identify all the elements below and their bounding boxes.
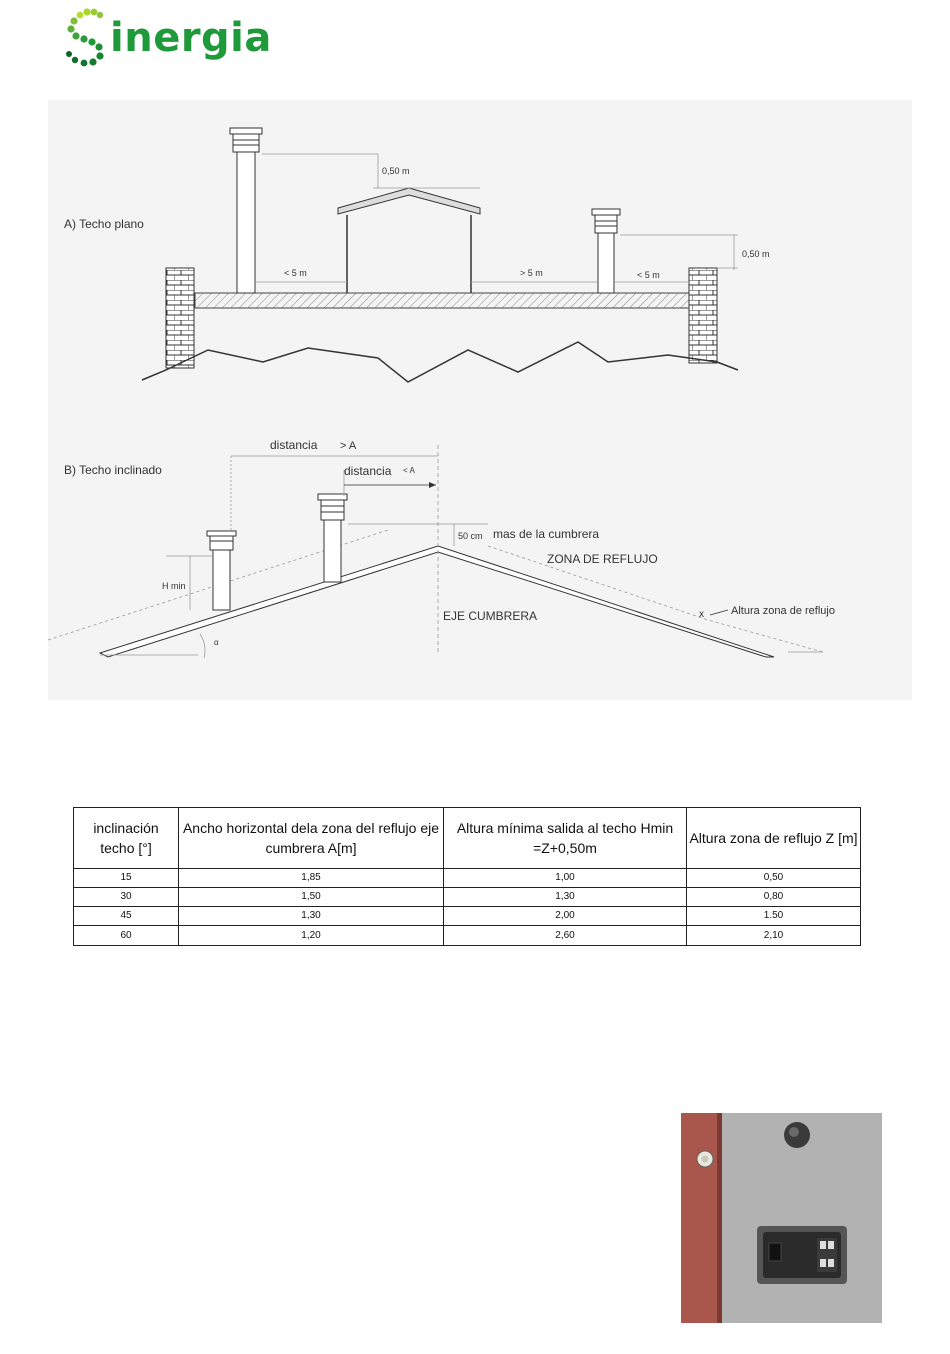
cell: 1,30 bbox=[179, 907, 444, 926]
cell: 1.50 bbox=[687, 907, 861, 926]
chimney-diagram bbox=[48, 100, 912, 700]
cell: 0,80 bbox=[687, 888, 861, 907]
header-inclinacion: inclinación techo [°] bbox=[74, 808, 179, 869]
cell: 60 bbox=[74, 926, 179, 946]
cell: 1,30 bbox=[444, 888, 687, 907]
label-50cm: 50 cm bbox=[458, 531, 483, 541]
label-mas-cumbrera: mas de la cumbrera bbox=[493, 527, 600, 541]
label-lt-a: < A bbox=[403, 466, 415, 475]
dim-050-right: 0,50 m bbox=[742, 249, 770, 259]
label-altura-zona: Altura zona de reflujo bbox=[731, 605, 835, 617]
dim-gt5: > 5 m bbox=[520, 268, 543, 278]
cell: 1,00 bbox=[444, 869, 687, 888]
label-techo-plano: A) Techo plano bbox=[64, 217, 144, 231]
label-techo-inclinado: B) Techo inclinado bbox=[64, 463, 162, 477]
cell: 0,50 bbox=[687, 869, 861, 888]
table-row bbox=[74, 907, 861, 926]
reflux-table bbox=[73, 807, 860, 946]
cell: 2,60 bbox=[444, 926, 687, 946]
label-gt-a: > A bbox=[340, 440, 357, 452]
cell: 30 bbox=[74, 888, 179, 907]
label-eje-cumbrera: EJE CUMBRERA bbox=[443, 609, 538, 623]
sinergia-logo bbox=[62, 6, 282, 72]
dim-050-top: 0,50 m bbox=[382, 166, 410, 176]
header-altura-minima: Altura mínima salida al techo Hmin =Z+0,50m bbox=[444, 808, 687, 869]
dim-lt5-left: < 5 m bbox=[284, 268, 307, 278]
table-header-row bbox=[74, 808, 861, 869]
brand-name: inergia bbox=[110, 15, 272, 61]
label-h-min: H min bbox=[162, 581, 186, 591]
cell: 1,50 bbox=[179, 888, 444, 907]
dim-lt5-right: < 5 m bbox=[637, 270, 660, 280]
cell: 1,85 bbox=[179, 869, 444, 888]
label-x-mark: x bbox=[699, 609, 704, 620]
table-row bbox=[74, 869, 861, 888]
label-zona-reflujo: ZONA DE REFLUJO bbox=[547, 552, 658, 566]
cell: 15 bbox=[74, 869, 179, 888]
control-panel-photo bbox=[681, 1113, 882, 1323]
cell: 1,20 bbox=[179, 926, 444, 946]
cell: 45 bbox=[74, 907, 179, 926]
right-parapet bbox=[689, 268, 717, 363]
header-altura-zona: Altura zona de reflujo Z [m] bbox=[687, 808, 861, 869]
label-distancia-gt: distancia bbox=[270, 438, 318, 452]
label-alpha: α bbox=[214, 638, 219, 647]
control-panel-icon bbox=[681, 1113, 882, 1323]
left-parapet bbox=[166, 268, 194, 368]
cell: 2,10 bbox=[687, 926, 861, 946]
cell: 2,00 bbox=[444, 907, 687, 926]
flat-roof-slab bbox=[195, 293, 689, 308]
table-row bbox=[74, 888, 861, 907]
table-row bbox=[74, 926, 861, 946]
label-distancia-lt: distancia bbox=[344, 464, 392, 478]
header-ancho: Ancho horizontal dela zona del reflujo eje cumbrera A[m] bbox=[179, 808, 444, 869]
